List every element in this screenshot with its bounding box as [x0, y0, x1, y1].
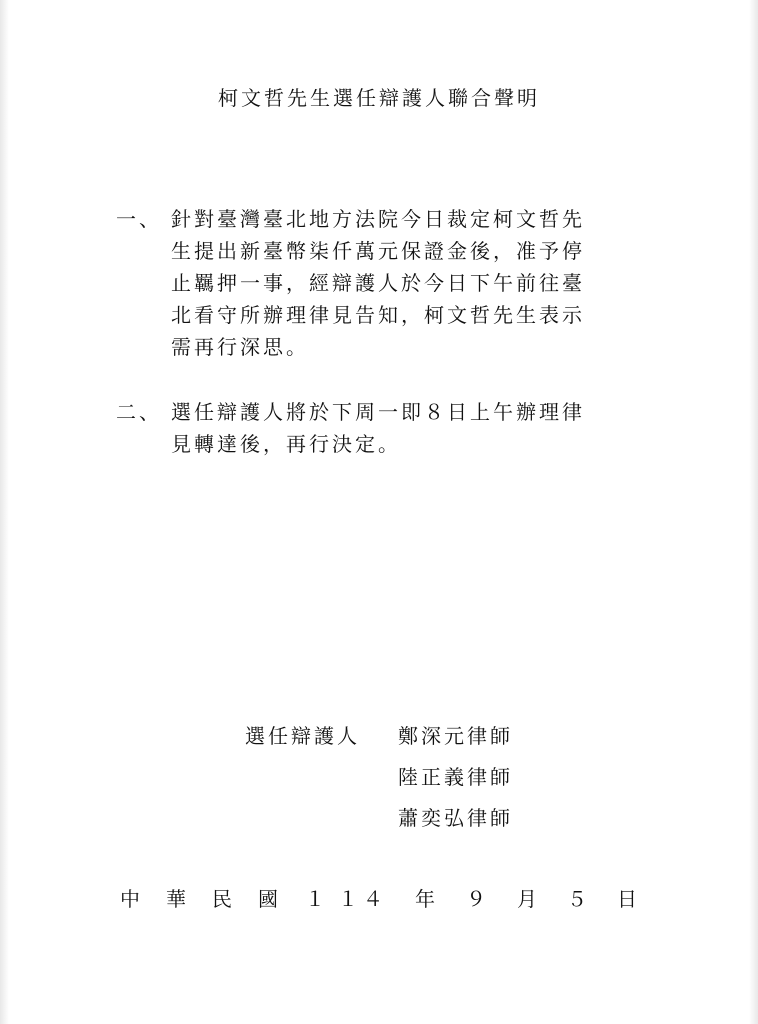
document-title: 柯文哲先生選任辯護人聯合聲明 — [218, 86, 540, 110]
item-marker: 一、 — [116, 207, 162, 231]
item-line: 選任辯護人將於下周一即８日上午辦理律 — [171, 400, 585, 424]
item-line: 止羈押一事，經辯護人於今日下午前往臺 — [171, 271, 585, 295]
date-year-digit: １ — [338, 887, 358, 911]
date-year-digit: ４ — [363, 887, 383, 911]
date-year-unit: 年 — [415, 887, 435, 911]
date-era-char: 民 — [212, 887, 232, 911]
date-day: ５ — [567, 887, 587, 911]
statement-item-2 — [116, 396, 636, 460]
document-date — [120, 884, 640, 914]
date-era-char: 中 — [120, 887, 140, 911]
date-era-char: 國 — [258, 887, 278, 911]
date-month: ９ — [466, 887, 486, 911]
item-line: 需再行深思。 — [171, 335, 309, 359]
signer-name: 陸正義律師 — [398, 765, 513, 789]
page-edge-right — [749, 0, 758, 1024]
signer-name: 蕭奕弘律師 — [398, 806, 513, 830]
item-line: 生提出新臺幣柒仟萬元保證金後，准予停 — [171, 239, 585, 263]
date-era-char: 華 — [166, 887, 186, 911]
item-marker: 二、 — [116, 400, 162, 424]
signature-names — [398, 716, 513, 839]
date-month-unit: 月 — [517, 887, 537, 911]
signature-role: 選任辯護人 — [245, 724, 360, 748]
date-year-digit: １ — [305, 887, 325, 911]
signer-name: 鄭深元律師 — [398, 724, 513, 748]
item-line: 針對臺灣臺北地方法院今日裁定柯文哲先 — [171, 207, 585, 231]
date-day-unit: 日 — [617, 887, 637, 911]
item-line: 見轉達後，再行決定。 — [171, 432, 401, 456]
item-line: 北看守所辦理律見告知，柯文哲先生表示 — [171, 303, 585, 327]
page-edge-left — [0, 0, 9, 1024]
statement-item-1 — [116, 203, 636, 363]
